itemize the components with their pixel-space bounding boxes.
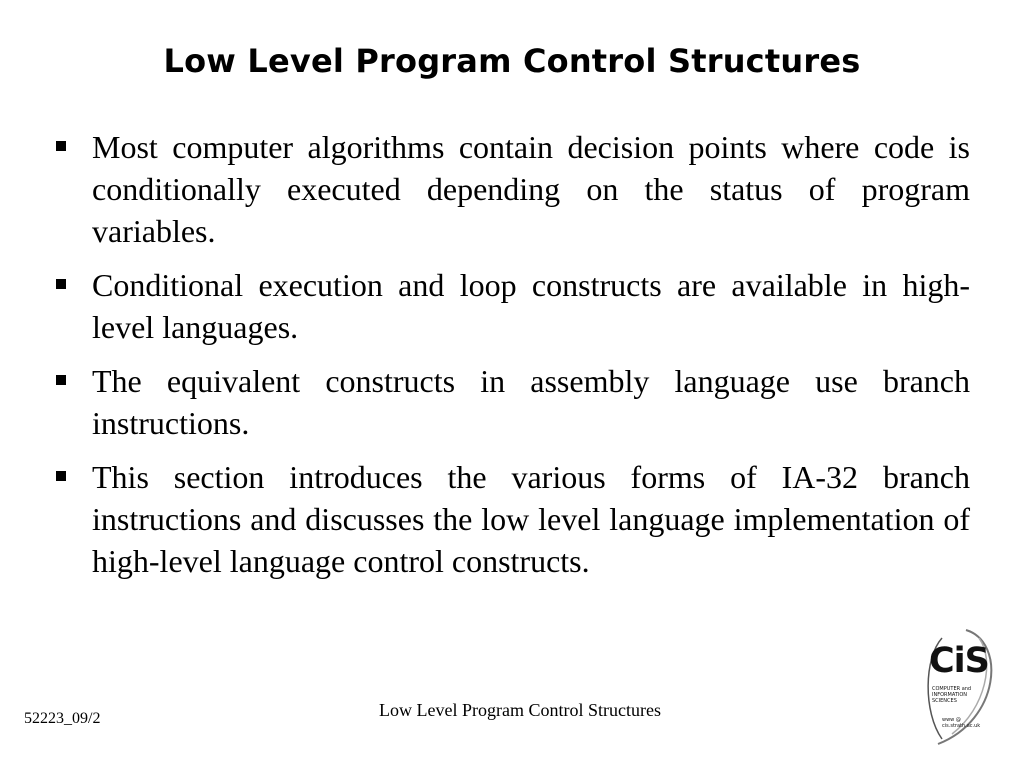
bullet-item [92,126,970,252]
bullet-text: The equivalent constructs in assembly language use branch instructions. [92,363,970,441]
bullet-item [92,264,970,348]
square-bullet-icon [56,141,66,151]
slide-number: 52223_09/2 [24,710,101,727]
square-bullet-icon [56,279,66,289]
bullet-item [92,456,970,582]
logo-wordmark: CiS [929,641,989,681]
slide-title: Low Level Program Control Structures [163,42,861,80]
footer-title: Low Level Program Control Structures [379,700,661,720]
logo-subtitle: COMPUTER and INFORMATION SCIENCES [932,686,972,704]
cis-logo [918,628,1000,748]
square-bullet-icon [56,471,66,481]
bullet-item [92,360,970,444]
bullet-text: Most computer algorithms contain decision points where code is conditionally executed depending on the status of program variables. [92,129,970,249]
square-bullet-icon [56,375,66,385]
bullet-list [92,126,970,594]
logo-url: www @ cis.strath.ac.uk [942,717,981,729]
bullet-text: This section introduces the various forms of IA-32 branch instructions and discusses the low level language implementation of high-level language control constructs. [92,459,970,579]
bullet-text: Conditional execution and loop constructs are available in high-level languages. [92,267,970,345]
